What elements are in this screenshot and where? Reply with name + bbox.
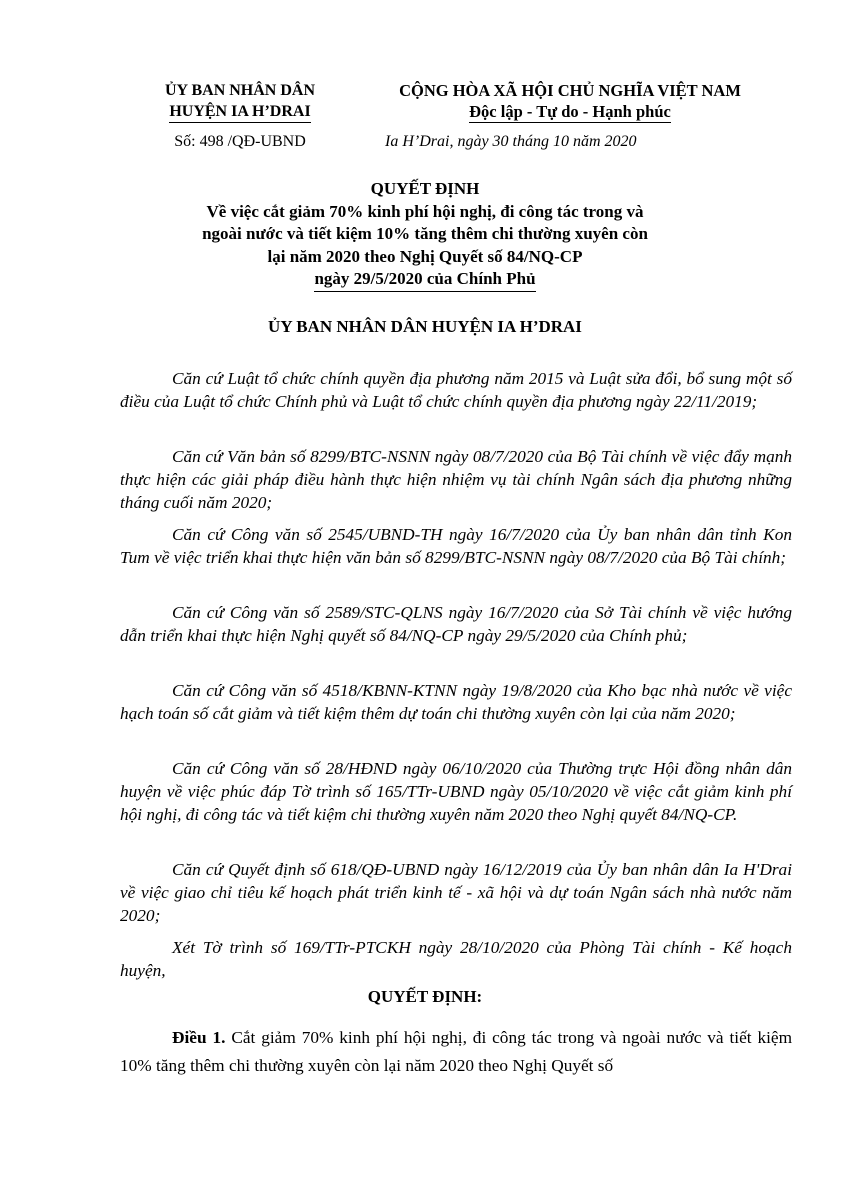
title-line1: Về việc cắt giảm 70% kinh phí hội nghị, đi công tác trong và <box>206 201 644 221</box>
document-number: Số: 498 /QĐ-UBND <box>174 133 306 150</box>
agency-header <box>120 80 360 123</box>
agency-line2-text: HUYỆN IA H’DRAI <box>169 101 310 123</box>
title-line3: lại năm 2020 theo Nghị Quyết số 84/NQ-CP <box>267 246 583 266</box>
article-1-label: Điều 1. <box>172 1028 226 1047</box>
basis-paragraph: Căn cứ Công văn số 4518/KBNN-KTNN ngày 19/8/2020 của Kho bạc nhà nước về việc hạch toán số cắt giảm và tiết kiệm thêm dự toán chi thường xuyên còn lại của năm 2020; <box>120 681 792 723</box>
place-date: Ia H’Drai, ngày 30 tháng 10 năm 2020 <box>385 133 637 150</box>
basis-paragraph: Căn cứ Công văn số 28/HĐND ngày 06/10/2020 của Thường trực Hội đồng nhân dân huyện về việc phúc đáp Tờ trình số 165/TTr-UBND ngày 05/10/2020 về việc cắt giảm kinh phí hội nghị, đi công tác và tiết kiệm chi thường xuyên năm 2020 theo Nghị quyết 84/NQ-CP. <box>120 759 792 824</box>
basis-paragraph: Căn cứ Công văn số 2589/STC-QLNS ngày 16/7/2020 của Sở Tài chính về việc hướng dẫn triển khai thực hiện Nghị quyết số 84/NQ-CP ngày 29/5/2020 của Chính phủ; <box>120 603 792 645</box>
national-header <box>360 80 780 123</box>
title-line4 <box>140 268 710 292</box>
agency-line1: ỦY BAN NHÂN DÂN <box>164 82 316 99</box>
nation-line1: CỘNG HÒA XÃ HỘI CHỦ NGHĨA VIỆT NAM <box>399 81 741 100</box>
document-title <box>140 178 710 292</box>
title-line4-text: ngày 29/5/2020 của Chính Phủ <box>314 268 535 292</box>
title-heading: QUYẾT ĐỊNH <box>370 179 480 198</box>
title-line2: ngoài nước và tiết kiệm 10% tăng thêm chi thường xuyên còn <box>202 224 648 243</box>
decision-heading: QUYẾT ĐỊNH: <box>367 987 483 1006</box>
article-1-text: Cắt giảm 70% kinh phí hội nghị, đi công tác trong và ngoài nước và tiết kiệm 10% tăng thêm chi thường xuyên còn lại năm 2020 theo Nghị Quyết số <box>120 1028 793 1075</box>
article-1 <box>120 1024 792 1080</box>
basis-paragraph: Căn cứ Luật tổ chức chính quyền địa phương năm 2015 và Luật sửa đổi, bổ sung một số điều của Luật tổ chức Chính phủ và Luật tổ chức chính quyền địa phương ngày 22/11/2019; <box>120 369 792 411</box>
issuer-heading: ỦY BAN NHÂN DÂN HUYỆN IA H’DRAI <box>268 317 582 336</box>
nation-motto: Độc lập - Tự do - Hạnh phúc <box>469 102 671 121</box>
agency-line2 <box>120 101 360 123</box>
basis-paragraph: Căn cứ Văn bản số 8299/BTC-NSNN ngày 08/7/2020 của Bộ Tài chính về việc đẩy mạnh thực hiện các giải pháp điều hành thực hiện nhiệm vụ tài chính Ngân sách địa phương những tháng cuối năm 2020; <box>120 447 792 512</box>
basis-paragraph: Xét Tờ trình số 169/TTr-PTCKH ngày 28/10/2020 của Phòng Tài chính - Kế hoạch huyện, <box>120 938 792 980</box>
nation-line2 <box>360 101 780 123</box>
basis-paragraph: Căn cứ Quyết định số 618/QĐ-UBND ngày 16/12/2019 của Ủy ban nhân dân Ia H'Drai về việc giao chỉ tiêu kế hoạch phát triển kinh tế - xã hội và dự toán Ngân sách nhà nước năm 2020; <box>120 860 792 925</box>
basis-paragraph: Căn cứ Công văn số 2545/UBND-TH ngày 16/7/2020 của Ủy ban nhân dân tỉnh Kon Tum về việc triển khai thực hiện văn bản số 8299/BTC-NSNN ngày 08/7/2020 của Bộ Tài chính; <box>120 525 792 567</box>
